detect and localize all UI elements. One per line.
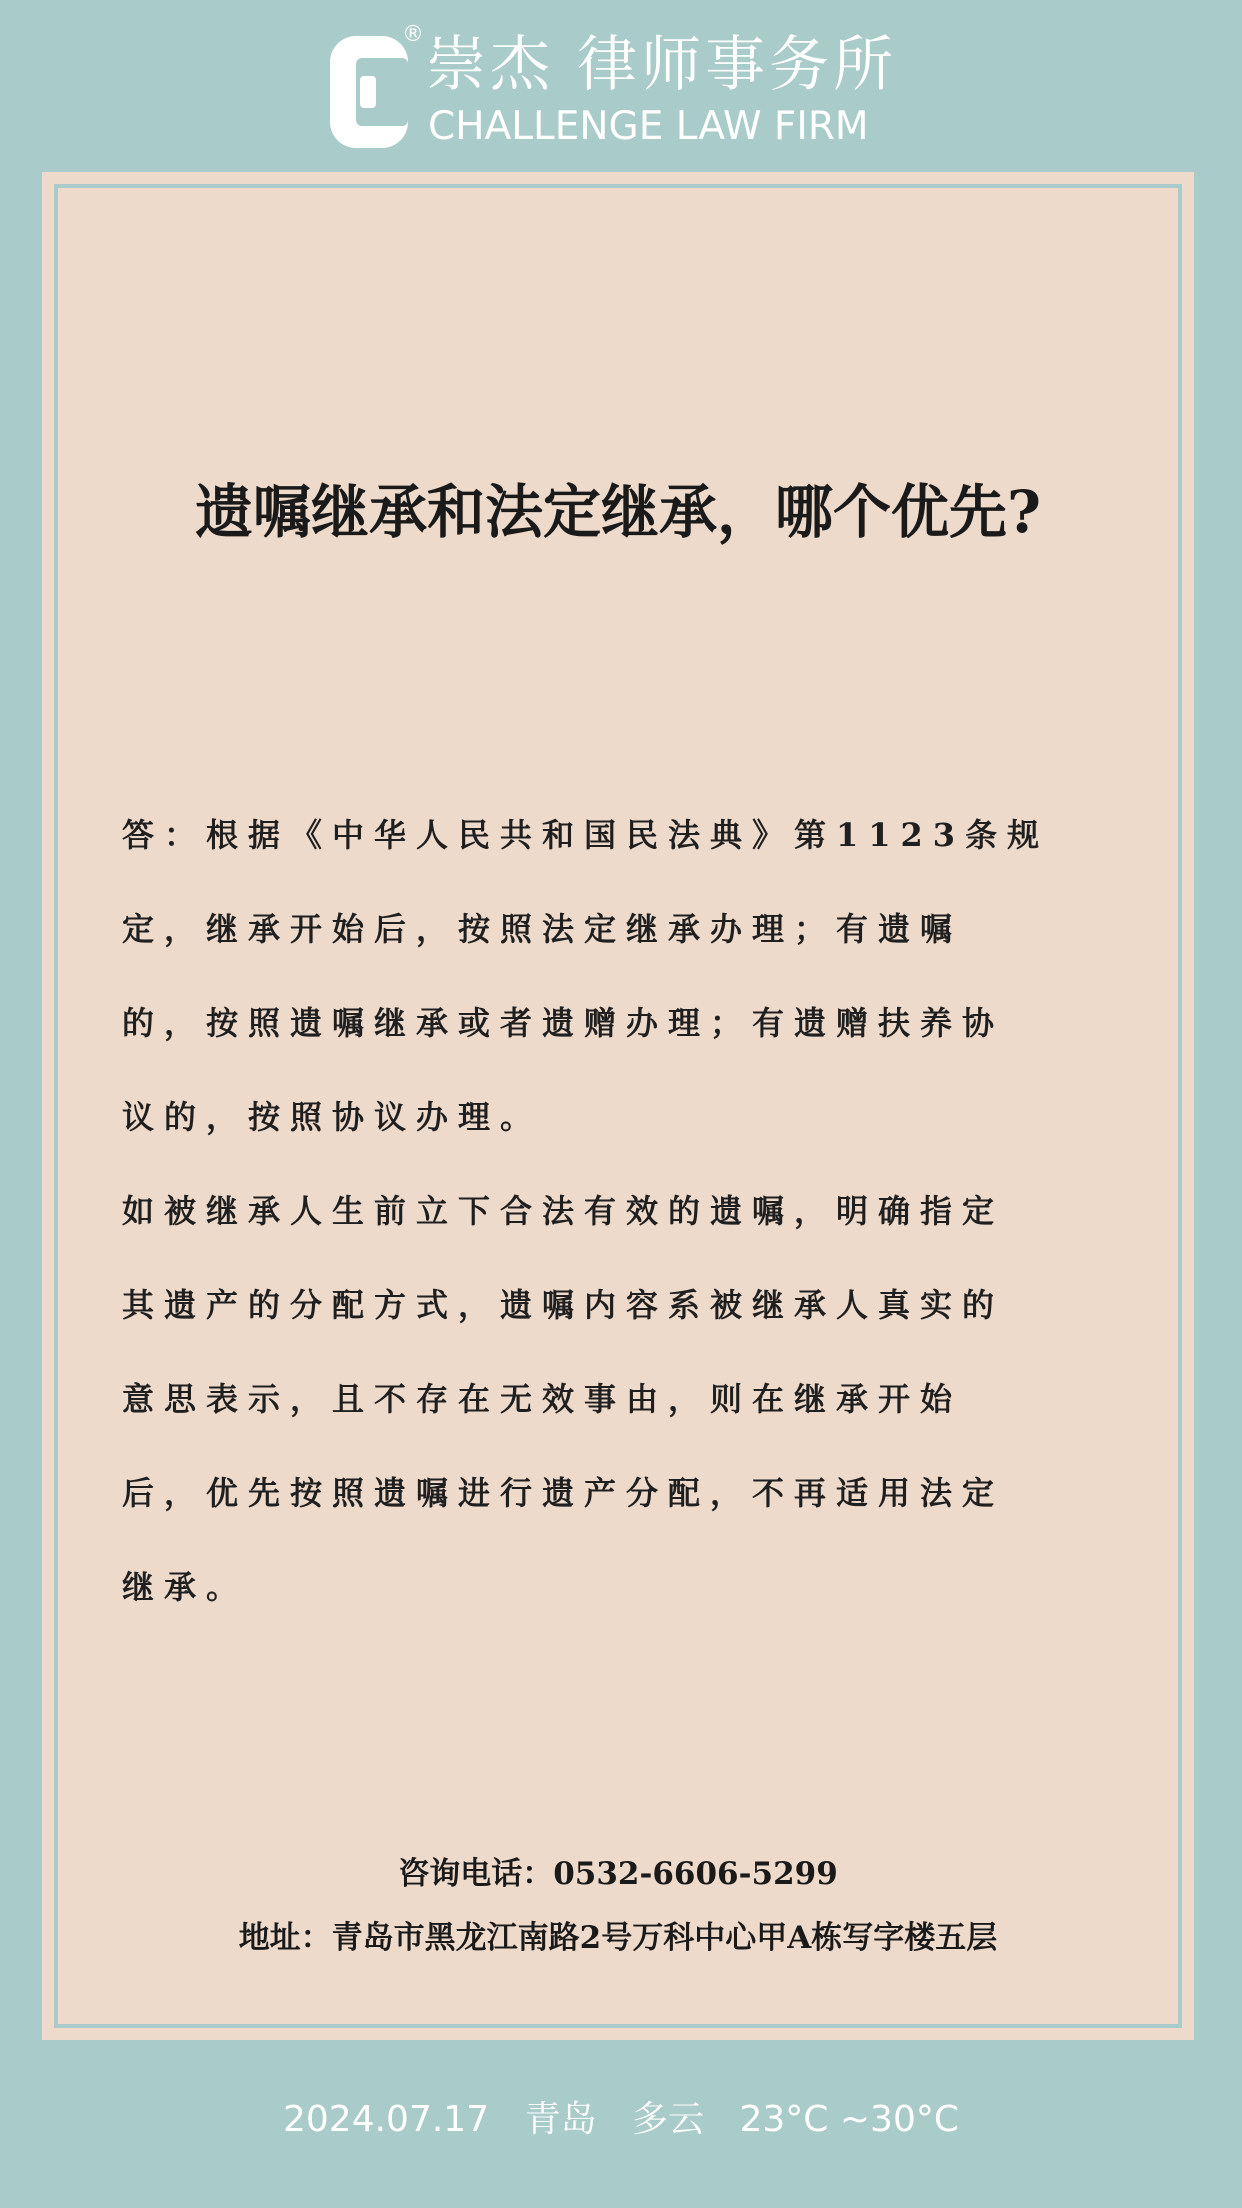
brand-header — [0, 0, 1242, 170]
contact-phone: 咨询电话：0532-6606-5299 — [398, 1856, 838, 1892]
law-firm-logo-icon — [330, 36, 408, 148]
firm-name-chinese: 崇杰 律师事务所 — [426, 30, 898, 100]
answer-body — [122, 788, 1132, 1634]
firm-name-english: CHALLENGE LAW FIRM — [428, 104, 869, 149]
content-card — [42, 172, 1194, 2040]
footer-date: 2024.07.17 — [282, 2099, 490, 2140]
answer-line: 如被继承人生前立下合法有效的遗嘱，明确指定 — [122, 1192, 1005, 1230]
footer-city: 青岛 — [524, 2099, 597, 2140]
contact-address: 地址：青岛市黑龙江南路2号万科中心甲A栋写字楼五层 — [238, 1920, 998, 1956]
answer-line: 议的，按照协议办理。 — [122, 1098, 543, 1136]
answer-line: 其遗产的分配方式，遗嘱内容系被继承人真实的 — [122, 1286, 1005, 1324]
answer-line: 的，按照遗嘱继承或者遗赠办理；有遗赠扶养协 — [122, 1004, 1005, 1042]
contact-info — [42, 1842, 1194, 1970]
footer-weather: 多云 — [632, 2099, 705, 2140]
answer-line: 意思表示，且不存在无效事由，则在继承开始 — [122, 1380, 963, 1418]
registered-mark: ® — [402, 22, 424, 47]
footer-temperature: 23°C ~30°C — [739, 2099, 959, 2140]
answer-line: 答：根据《中华人民共和国民法典》第1123条规 — [122, 816, 1050, 854]
answer-line: 继承。 — [122, 1568, 249, 1606]
answer-line: 定，继承开始后，按照法定继承办理；有遗嘱 — [122, 910, 963, 948]
page-title: 遗嘱继承和法定继承，哪个优先? — [195, 478, 1041, 546]
date-weather-footer — [0, 2090, 1242, 2150]
answer-line: 后，优先按照遗嘱进行遗产分配，不再适用法定 — [122, 1474, 1005, 1512]
